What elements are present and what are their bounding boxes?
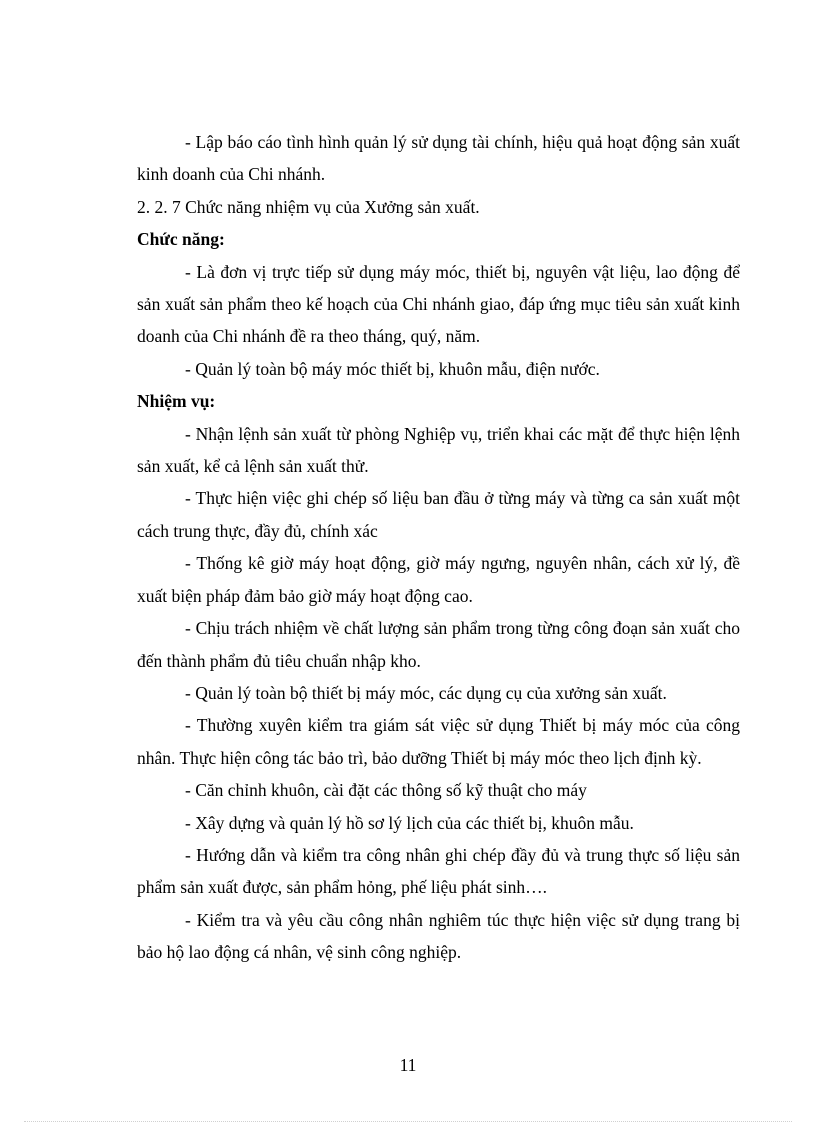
document-body xyxy=(137,126,740,969)
page-bottom-divider xyxy=(24,1121,792,1122)
page-number: 11 xyxy=(399,1055,417,1075)
paragraph: - Thường xuyên kiểm tra giám sát việc sử dụng Thiết bị máy móc của công nhân. Thực hiện công tác bảo trì, bảo dưỡng Thiết bị máy móc theo lịch định kỳ. xyxy=(137,715,740,768)
paragraph: - Thực hiện việc ghi chép số liệu ban đầu ở từng máy và từng ca sản xuất một cách trung thực, đầy đủ, chính xác xyxy=(137,488,740,541)
paragraph: - Xây dựng và quản lý hồ sơ lý lịch của các thiết bị, khuôn mẫu. xyxy=(185,812,634,833)
subheading-duties: Nhiệm vụ: xyxy=(137,391,216,412)
paragraph: - Chịu trách nhiệm về chất lượng sản phẩm trong từng công đoạn sản xuất cho đến thành phẩm đủ tiêu chuẩn nhập kho. xyxy=(137,618,740,671)
paragraph: - Hướng dẫn và kiểm tra công nhân ghi chép đầy đủ và trung thực số liệu sản phẩm sản xuất được, sản phẩm hỏng, phế liệu phát sinh…. xyxy=(137,844,740,898)
paragraph: - Thống kê giờ máy hoạt động, giờ máy ngưng, nguyên nhân, cách xử lý, đề xuất biện pháp đảm bảo giờ máy hoạt động cao. xyxy=(137,553,740,606)
section-heading: 2. 2. 7 Chức năng nhiệm vụ của Xưởng sản xuất. xyxy=(137,196,480,217)
paragraph: - Lập báo cáo tình hình quản lý sử dụng tài chính, hiệu quả hoạt động sản xuất kinh doanh của Chi nhánh. xyxy=(137,132,740,185)
paragraph: - Quản lý toàn bộ máy móc thiết bị, khuôn mẫu, điện nước. xyxy=(185,358,600,379)
paragraph: - Nhận lệnh sản xuất từ phòng Nghiệp vụ, triển khai các mặt để thực hiện lệnh sản xuất, kể cả lệnh sản xuất thử. xyxy=(137,423,740,477)
paragraph: - Căn chỉnh khuôn, cài đặt các thông số kỹ thuật cho máy xyxy=(185,780,587,801)
subheading-functions: Chức năng: xyxy=(137,229,225,250)
paragraph: - Quản lý toàn bộ thiết bị máy móc, các dụng cụ của xưởng sản xuất. xyxy=(185,682,667,703)
paragraph: - Là đơn vị trực tiếp sử dụng máy móc, thiết bị, nguyên vật liệu, lao động để sản xuất sản phẩm theo kế hoạch của Chi nhánh giao, đáp ứng mục tiêu sản xuất kinh doanh của Chi nhánh đề ra theo tháng, quý, năm. xyxy=(137,261,740,347)
paragraph: - Kiểm tra và yêu cầu công nhân nghiêm túc thực hiện việc sử dụng trang bị bảo hộ lao động cá nhân, vệ sinh công nghiệp. xyxy=(137,909,740,963)
